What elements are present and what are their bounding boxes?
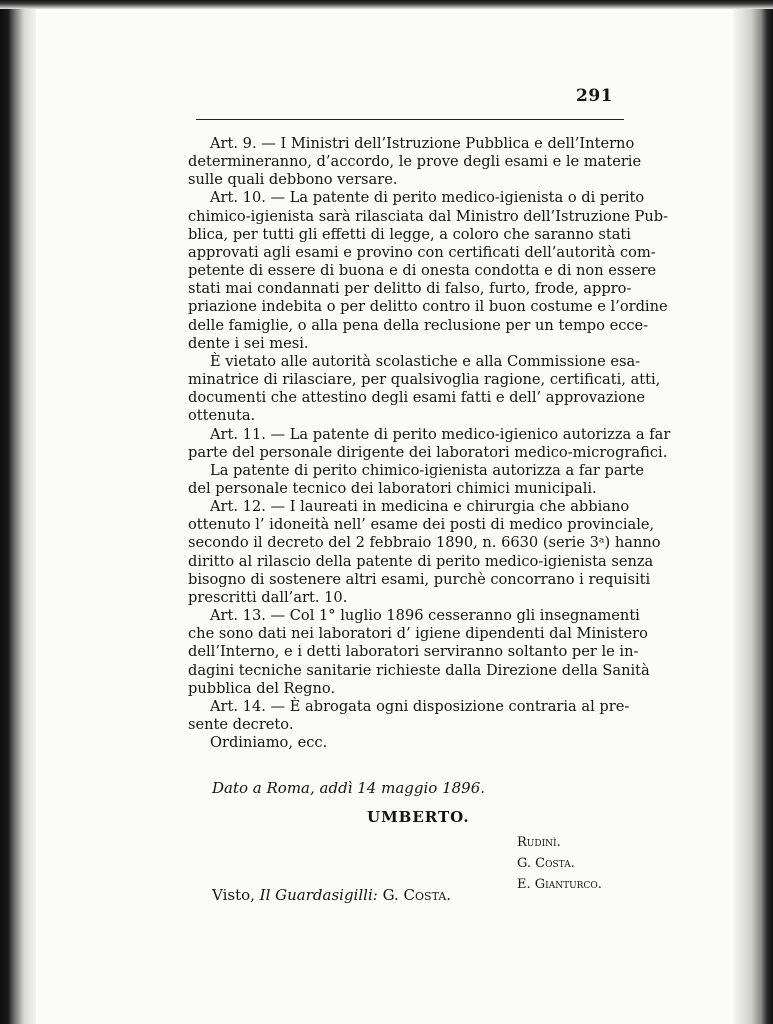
king-signature: UMBERTO. (367, 808, 470, 826)
text-line: pubblica del Regno. (188, 679, 336, 697)
visto-line (212, 886, 451, 904)
header-rule (196, 119, 624, 120)
text-line: sulle quali debbono versare. (188, 171, 398, 189)
signatory: E. Gianturco. (517, 877, 602, 892)
text-line: secondo il decreto del 2 febbraio 1890, n. 6630 (serie 3ᵃ) hanno (188, 534, 661, 552)
text-line: dagini tecniche sanitarie richieste dalla Direzione della Sanità (188, 661, 650, 679)
text-line: chimico-igienista sarà rilasciata dal Ministro dell’Istruzione Pub- (188, 207, 668, 225)
text-line: La patente di perito chimico-igienista autorizza a far parte (210, 461, 645, 479)
text-line: delle famiglie, o alla pena della reclusione per un tempo ecce- (188, 316, 649, 334)
text-line: approvati agli esami e provino con certificati dell’autorità com- (188, 243, 656, 261)
signatory: G. Costa. (517, 856, 575, 871)
text-line: Ordiniamo, ecc. (210, 734, 328, 752)
text-line: documenti che attestino degli esami fatti e dell’ approvazione (188, 389, 646, 407)
text-line: ottenuta. (188, 407, 256, 425)
text-line: diritto al rilascio della patente di perito medico-igienista senza (188, 552, 654, 570)
text-line: determineranno, d’accordo, le prove degli esami e le materie (188, 153, 642, 171)
text-line: È vietato alle autorità scolastiche e alla Commissione esa- (210, 352, 641, 370)
body-text (188, 135, 671, 752)
text-line: prescritti dall’art. 10. (188, 588, 348, 606)
text-line: Art. 10. — La patente di perito medico-igienista o di perito (210, 189, 645, 207)
page-number: 291 (576, 86, 613, 106)
text-line: Art. 14. — È abrogata ogni disposizione contraria al pre- (210, 697, 630, 715)
text-line: che sono dati nei laboratori d’ igiene dipendenti dal Ministero (188, 625, 648, 643)
scan-edge-right (733, 0, 773, 1024)
text-line: minatrice di rilasciare, per qualsivoglia ragione, certificati, atti, (188, 371, 661, 389)
text-line: dente i sei mesi. (188, 334, 309, 352)
scan-edge-top (0, 0, 773, 9)
visto-prefix: Visto, (212, 886, 260, 904)
text-line: bisogno di sostenere altri esami, purchè concorrano i requisiti (188, 570, 651, 588)
date-line: Dato a Roma, addì 14 maggio 1896. (212, 779, 486, 797)
text-line: stati mai condannati per delitto di falso, furto, frode, appro- (188, 280, 632, 298)
signatory: Rudinì. (517, 835, 561, 850)
text-line: dell’Interno, e i detti laboratori serviranno soltanto per le in- (188, 643, 639, 661)
text-line: blica, per tutti gli effetti di legge, a coloro che saranno stati (188, 225, 631, 243)
text-line: petente di essere di buona e di onesta condotta e di non essere (188, 262, 657, 280)
text-line: parte del personale dirigente dei laboratori medico-micrografici. (188, 443, 668, 461)
scan-edge-left (0, 0, 36, 1024)
text-line: Art. 13. — Col 1° luglio 1896 cesseranno gli insegnamenti (210, 607, 640, 625)
text-line: del personale tecnico dei laboratori chimici municipali. (188, 479, 597, 497)
text-line: priazione indebita o per delitto contro il buon costume e l’ordine (188, 298, 668, 316)
text-line: sente decreto. (188, 716, 294, 733)
visto-title: Il Guardasigilli: (259, 886, 383, 904)
text-line: Art. 11. — La patente di perito medico-igienico autorizza a far (210, 425, 671, 443)
signatories (517, 832, 602, 895)
text-line: Art. 12. — I laureati in medicina e chirurgia che abbiano (210, 498, 630, 516)
visto-name: G. Costa. (382, 886, 452, 904)
text-line: Art. 9. — I Ministri dell’Istruzione Pubblica e dell’Interno (210, 135, 635, 152)
text-line: ottenuto l’ idoneità nell’ esame dei posti di medico provinciale, (188, 516, 655, 534)
